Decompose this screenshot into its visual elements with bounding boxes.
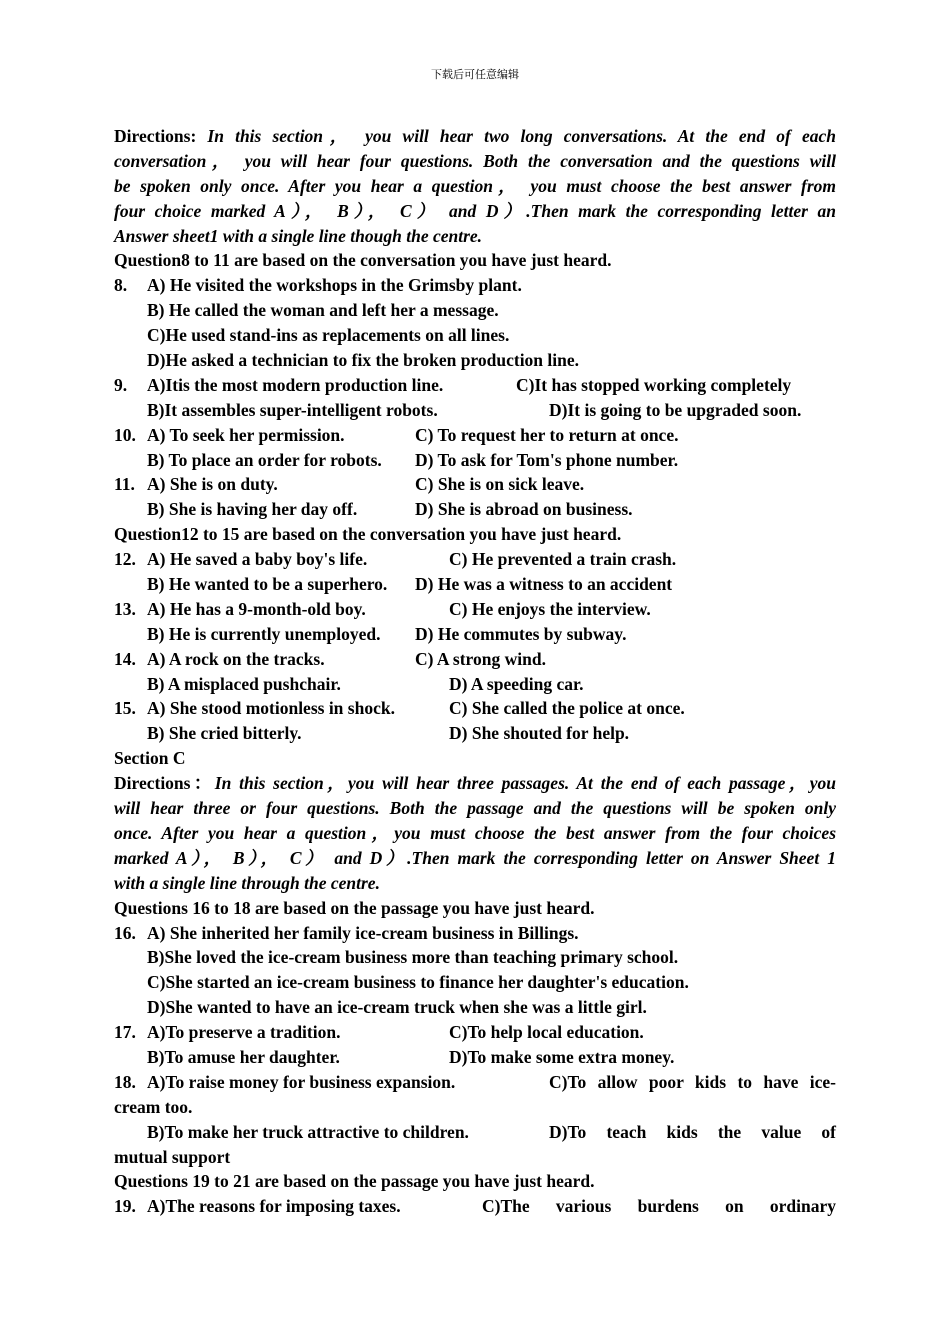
option-b: B) He wanted to be a superhero. bbox=[147, 574, 388, 595]
question-9-row-1 bbox=[114, 373, 836, 398]
option-b: B) A misplaced pushchair. bbox=[147, 673, 341, 694]
directions-line-4: marked A）， B）， C） and D）.Then mark the corresponding letter on Answer Sheet 1 bbox=[114, 847, 836, 868]
directions-label: Directions: bbox=[114, 126, 197, 146]
question-9-row-2 bbox=[114, 398, 836, 423]
question-13-row-2 bbox=[114, 622, 836, 647]
question-number: 18. bbox=[114, 1071, 136, 1092]
option-c: C) He prevented a train crash. bbox=[449, 549, 677, 570]
option-a: A) He saved a baby boy's life. bbox=[147, 549, 368, 570]
page-header: 下载后可任意编辑 bbox=[431, 68, 519, 81]
option-c: C) He enjoys the interview. bbox=[449, 598, 651, 619]
option-a: A) A rock on the tracks. bbox=[147, 648, 325, 669]
question-18-row-2-wrap: mutual support bbox=[114, 1146, 231, 1167]
question-16-row-2 bbox=[114, 945, 836, 970]
directions-label: Directions： bbox=[114, 773, 215, 794]
question-17-row-1 bbox=[114, 1020, 836, 1045]
directions-line-1 bbox=[114, 771, 836, 796]
question-16-row-1 bbox=[114, 921, 836, 946]
question-16-row-4 bbox=[114, 995, 836, 1020]
option-a: A)To raise money for business expansion. bbox=[147, 1071, 456, 1092]
question-number: 10. bbox=[114, 424, 136, 445]
option-c: C)The various burdens on ordinary bbox=[482, 1196, 836, 1217]
directions-line-2: will hear three or four questions. Both the passage and the questions will be spoken only bbox=[114, 798, 836, 819]
question-group-intro: Question12 to 15 are based on the conversation you have just heard. bbox=[114, 524, 622, 545]
option-b: B) He called the woman and left her a message. bbox=[147, 300, 499, 321]
question-number: 14. bbox=[114, 648, 136, 669]
option-c: C) To request her to return at once. bbox=[415, 424, 679, 445]
question-group-intro: Questions 16 to 18 are based on the passage you have just heard. bbox=[114, 897, 595, 918]
question-number: 13. bbox=[114, 598, 136, 619]
question-18-row-1-wrap: cream too. bbox=[114, 1096, 193, 1117]
document-body bbox=[114, 124, 836, 1219]
option-c: C) She called the police at once. bbox=[449, 698, 685, 719]
question-number: 16. bbox=[114, 922, 136, 943]
option-d: D)He asked a technician to fix the broken production line. bbox=[147, 350, 580, 371]
question-number: 17. bbox=[114, 1022, 136, 1043]
question-18-row-1 bbox=[114, 1070, 836, 1095]
question-19-row-1 bbox=[114, 1194, 836, 1219]
option-a: A) She is on duty. bbox=[147, 474, 278, 495]
option-c: C)He used stand-ins as replacements on all lines. bbox=[147, 325, 510, 346]
question-15-row-2 bbox=[114, 721, 836, 746]
directions-line-4: four choice marked A）， B）， C） and D）.Then mark the corresponding letter an bbox=[114, 200, 836, 221]
question-18-row-2 bbox=[114, 1120, 836, 1145]
question-15-row-1 bbox=[114, 696, 836, 721]
option-d: D) A speeding car. bbox=[449, 673, 584, 694]
question-number: 15. bbox=[114, 698, 136, 719]
option-b: B)It assembles super-intelligent robots. bbox=[147, 399, 438, 420]
question-number: 11. bbox=[114, 474, 135, 495]
option-b: B)She loved the ice-cream business more than teaching primary school. bbox=[147, 947, 679, 968]
option-d: D) He commutes by subway. bbox=[415, 623, 627, 644]
question-8-row-3 bbox=[114, 323, 836, 348]
question-number: 12. bbox=[114, 549, 136, 570]
question-number: 19. bbox=[114, 1196, 136, 1217]
option-a: A)Itis the most modern production line. bbox=[147, 374, 444, 395]
question-group-intro: Questions 19 to 21 are based on the passage you have just heard. bbox=[114, 1171, 595, 1192]
option-c: C) A strong wind. bbox=[415, 648, 546, 669]
option-b: B)To amuse her daughter. bbox=[147, 1046, 340, 1067]
question-13-row-1 bbox=[114, 597, 836, 622]
option-c: C)To allow poor kids to have ice- bbox=[549, 1071, 836, 1092]
option-d: D)She wanted to have an ice-cream truck when she was a little girl. bbox=[147, 997, 647, 1018]
option-a: A) To seek her permission. bbox=[147, 424, 345, 445]
option-c: C)She started an ice-cream business to finance her daughter's education. bbox=[147, 972, 689, 993]
option-b: B) He is currently unemployed. bbox=[147, 623, 381, 644]
question-14-row-1 bbox=[114, 647, 836, 672]
question-8-row-1 bbox=[114, 273, 836, 298]
question-16-row-3 bbox=[114, 970, 836, 995]
question-12-row-2 bbox=[114, 572, 836, 597]
option-a: A)The reasons for imposing taxes. bbox=[147, 1196, 401, 1217]
question-number: 9. bbox=[114, 374, 128, 395]
option-d: D)It is going to be upgraded soon. bbox=[549, 399, 802, 420]
question-12-row-1 bbox=[114, 547, 836, 572]
question-11-row-1 bbox=[114, 472, 836, 497]
option-d: D)To teach kids the value of bbox=[549, 1121, 836, 1142]
option-a: A) She inherited her family ice-cream business in Billings. bbox=[147, 922, 579, 943]
option-d: D)To make some extra money. bbox=[449, 1046, 675, 1067]
directions-line-1 bbox=[114, 124, 836, 149]
question-10-row-2 bbox=[114, 448, 836, 473]
question-8-row-2 bbox=[114, 298, 836, 323]
directions-line-5: with a single line through the centre. bbox=[114, 872, 380, 893]
option-b: B) She cried bitterly. bbox=[147, 723, 302, 744]
option-d: D) He was a witness to an accident bbox=[415, 574, 673, 595]
directions-text: In this section，you will hear three passages. At the end of each passage，you bbox=[214, 773, 836, 794]
option-b: B) She is having her day off. bbox=[147, 499, 358, 520]
directions-line-3: be spoken only once. After you hear a question， you must choose the best answer from bbox=[114, 175, 836, 196]
question-group-intro: Question8 to 11 are based on the conversation you have just heard. bbox=[114, 250, 612, 271]
directions-text: In this section， you will hear two long conversations. At the end of each bbox=[196, 126, 836, 146]
option-d: D) She shouted for help. bbox=[449, 723, 630, 744]
option-d: D) To ask for Tom's phone number. bbox=[415, 449, 679, 470]
directions-line-5: Answer sheet1 with a single line though the centre. bbox=[114, 225, 483, 246]
question-8-row-4 bbox=[114, 348, 836, 373]
option-d: D) She is abroad on business. bbox=[415, 499, 633, 520]
option-a: A)To preserve a tradition. bbox=[147, 1022, 341, 1043]
option-c: C)To help local education. bbox=[449, 1022, 644, 1043]
option-b: B)To make her truck attractive to children. bbox=[147, 1121, 469, 1142]
directions-line-3: once. After you hear a question，you must choose the best answer from the four choices bbox=[114, 822, 836, 843]
question-11-row-2 bbox=[114, 497, 836, 522]
question-10-row-1 bbox=[114, 423, 836, 448]
question-14-row-2 bbox=[114, 672, 836, 697]
option-a: A) He visited the workshops in the Grimsby plant. bbox=[147, 275, 522, 296]
option-c: C)It has stopped working completely bbox=[516, 374, 792, 395]
option-b: B) To place an order for robots. bbox=[147, 449, 382, 470]
option-a: A) He has a 9-month-old boy. bbox=[147, 598, 366, 619]
question-number: 8. bbox=[114, 275, 128, 296]
option-a: A) She stood motionless in shock. bbox=[147, 698, 395, 719]
option-c: C) She is on sick leave. bbox=[415, 474, 585, 495]
question-17-row-2 bbox=[114, 1045, 836, 1070]
directions-line-2: conversation， you will hear four questions. Both the conversation and the questions will bbox=[114, 150, 836, 171]
section-heading: Section C bbox=[114, 748, 186, 769]
